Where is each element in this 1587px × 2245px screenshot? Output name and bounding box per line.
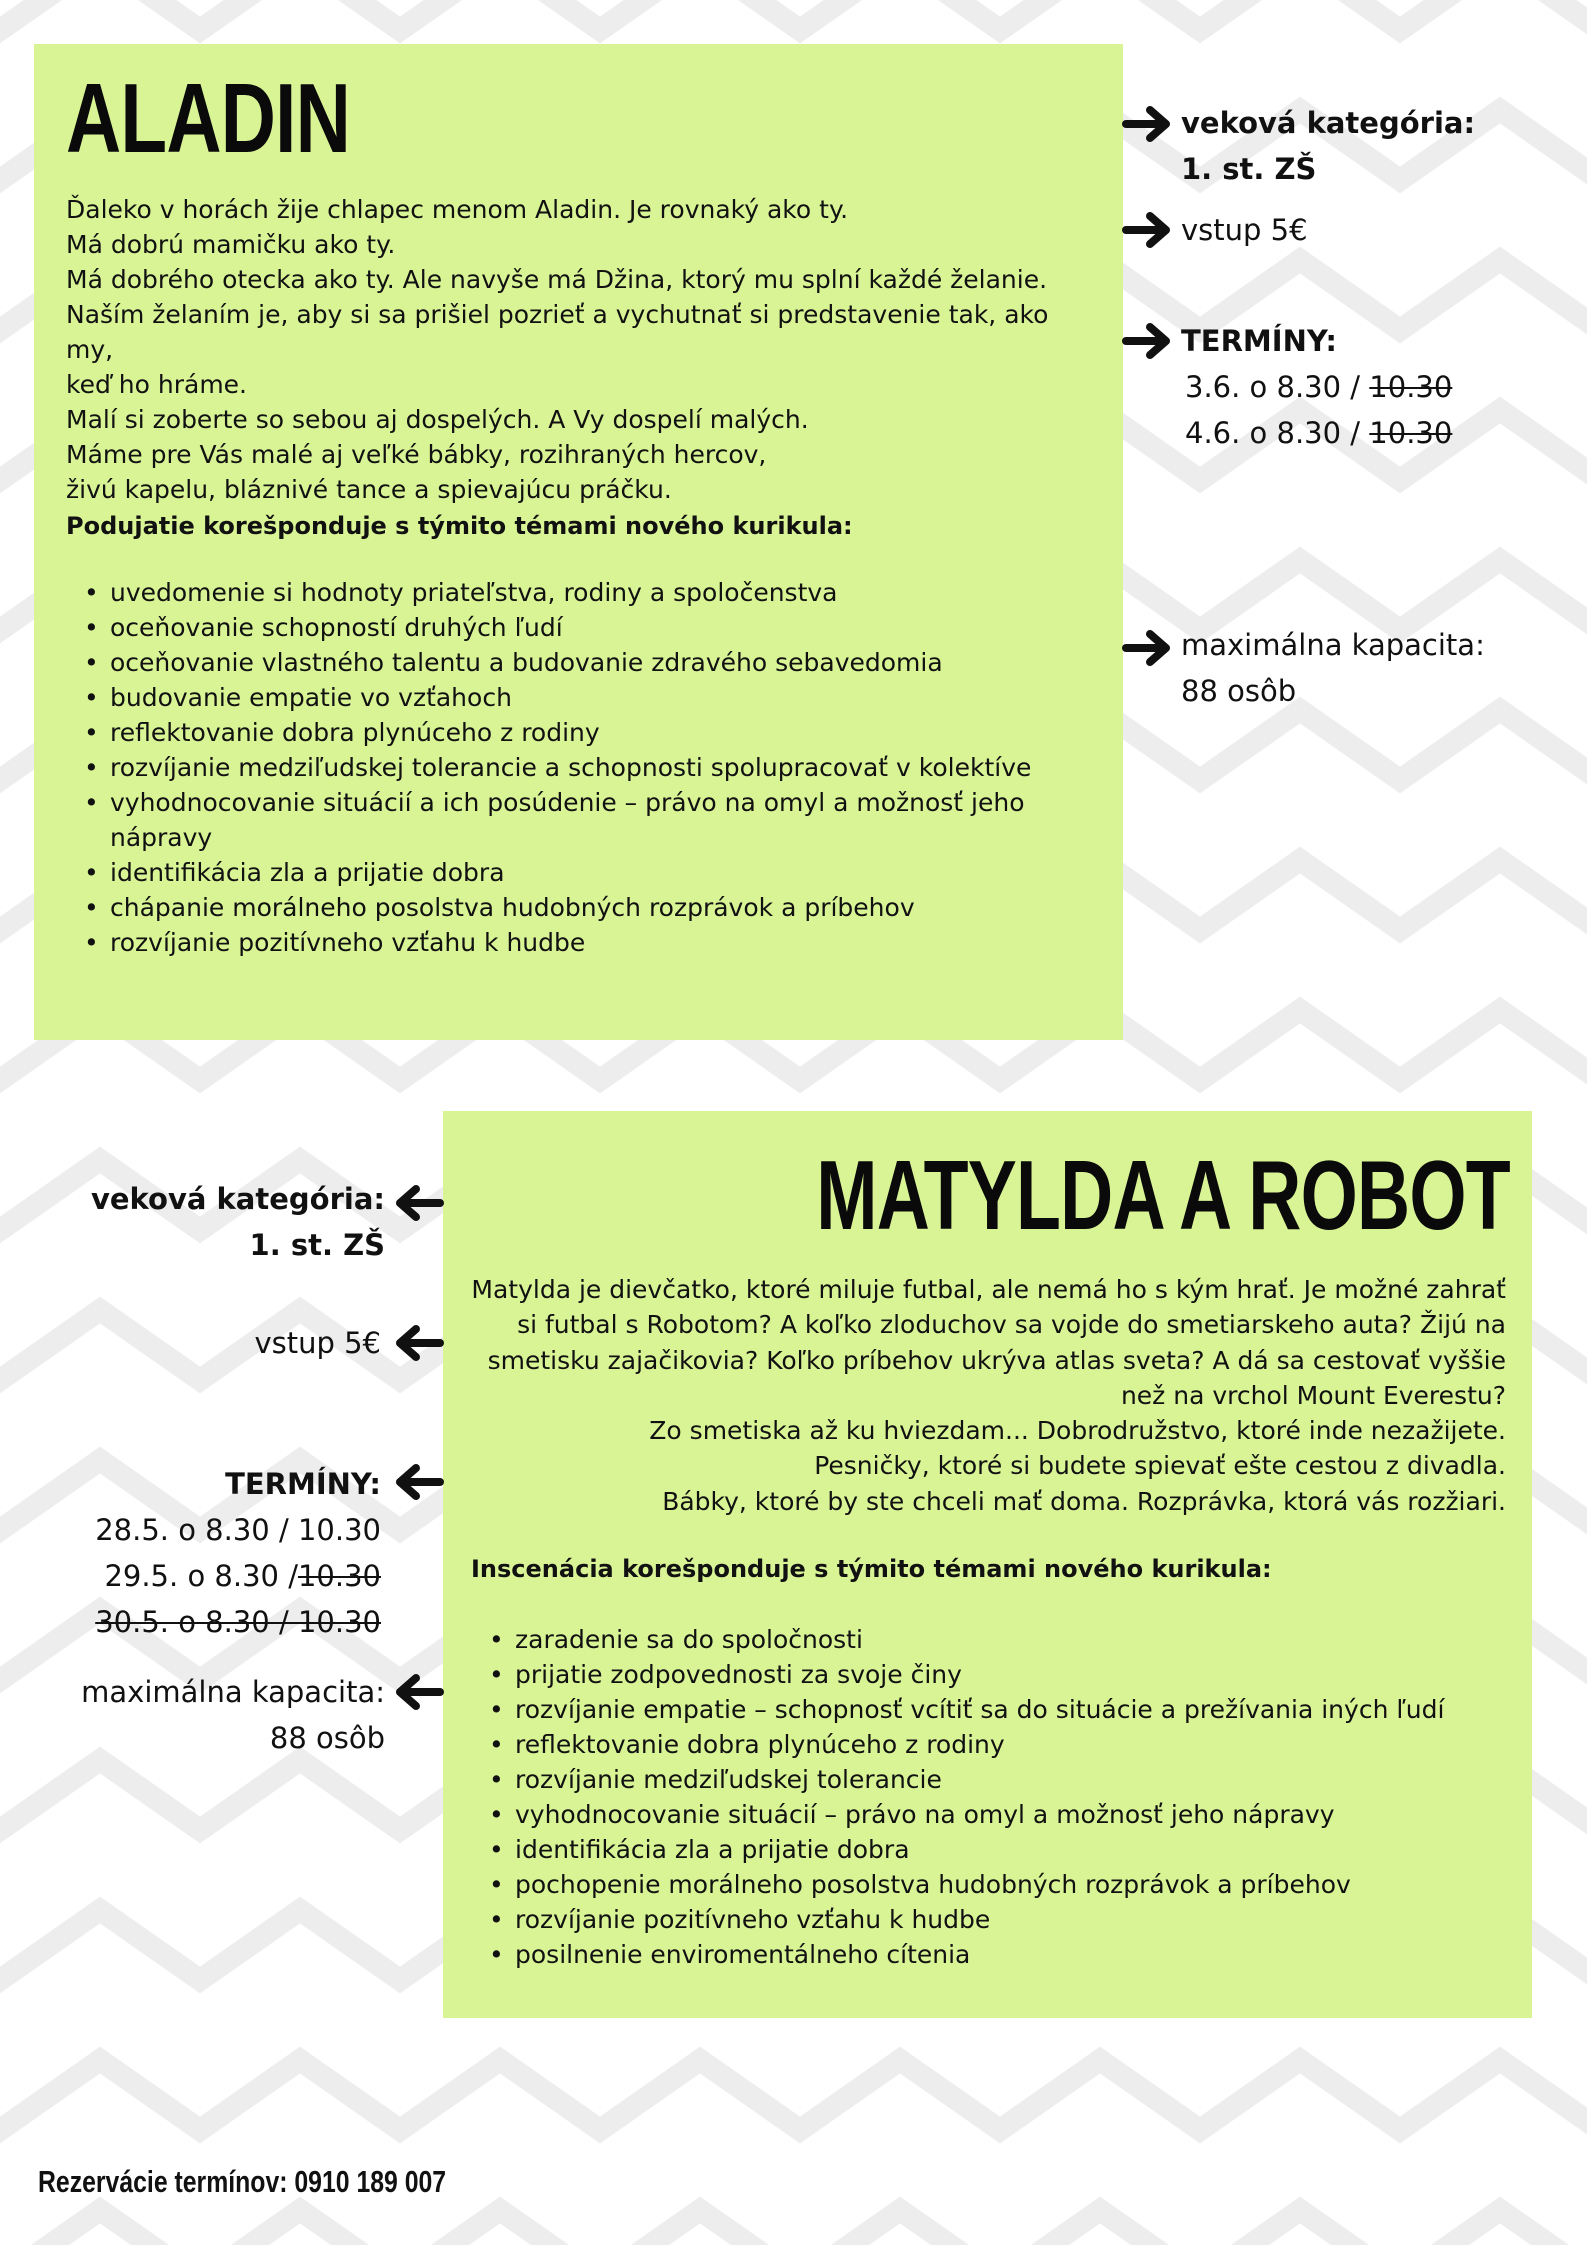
age-label: veková kategória: <box>90 1182 385 1216</box>
arrow-left-icon <box>392 1462 444 1502</box>
list-item: • rozvíjanie empatie – schopnosť vcítiť sa do situácie a prežívania iných ľudí <box>471 1692 1511 1727</box>
age-value: 1. st. ZŠ <box>1181 152 1317 186</box>
aladin-dates <box>1181 318 1452 456</box>
aladin-topics-list <box>66 575 1086 960</box>
description-line: Naším želaním je, aby si sa prišiel pozrieť a vychutnať si predstavenie tak, ako my, <box>66 300 1049 364</box>
description-line: než na vrchol Mount Everestu? <box>1120 1380 1506 1410</box>
description-line: Malí si zoberte so sebou aj dospelých. A Vy dospelí malých. <box>66 405 809 434</box>
arrow-left-icon <box>392 1183 444 1223</box>
cancelled-time: 10.30 <box>1369 416 1453 450</box>
list-item: • rozvíjanie pozitívneho vzťahu k hudbe <box>66 925 1086 960</box>
matylda-capacity <box>81 1669 385 1761</box>
list-item: • budovanie empatie vo vzťahoch <box>66 680 1086 715</box>
dates-label: TERMÍNY: <box>225 1467 381 1501</box>
date-row: 28.5. o 8.30 / 10.30 <box>95 1513 381 1547</box>
matylda-entry-fee: vstup 5€ <box>254 1326 381 1360</box>
matylda-dates <box>95 1461 381 1645</box>
list-item: • vyhodnocovanie situácií – právo na omyl a možnosť jeho nápravy <box>471 1797 1511 1832</box>
date-row <box>1181 364 1452 410</box>
chevron-stripe <box>0 0 1587 30</box>
dates-label: TERMÍNY: <box>1181 324 1337 358</box>
aladin-age-category <box>1181 100 1475 192</box>
chevron-stripe <box>0 2060 1587 2130</box>
list-item: • zaradenie sa do spoločnosti <box>471 1622 1511 1657</box>
aladin-title: ALADIN <box>66 63 351 173</box>
arrow-right-icon <box>1122 104 1174 144</box>
list-item: • reflektovanie dobra plynúceho z rodiny <box>471 1727 1511 1762</box>
cancelled-time: 10.30 <box>297 1559 381 1593</box>
age-label: veková kategória: <box>1181 106 1476 140</box>
capacity-value: 88 osôb <box>1181 674 1297 708</box>
list-item: • identifikácia zla a prijatie dobra <box>471 1832 1511 1867</box>
description-line: keď ho hráme. <box>66 370 247 399</box>
list-item: • reflektovanie dobra plynúceho z rodiny <box>66 715 1086 750</box>
date-text: 4.6. o 8.30 / <box>1185 416 1370 450</box>
description-line: Máme pre Vás malé aj veľké bábky, rozihraných hercov, <box>66 440 767 469</box>
description-line: si futbal s Robotom? A koľko zloduchov sa vojde do smetiarskeho auta? Žijú na <box>517 1310 1506 1340</box>
description-line: smetisku zajačikovia? Koľko príbehov ukrýva atlas sveta? A dá sa cestovať vyššie <box>487 1345 1506 1375</box>
aladin-capacity <box>1181 622 1485 714</box>
aladin-entry-fee: vstup 5€ <box>1181 213 1308 247</box>
list-item: • identifikácia zla a prijatie dobra <box>66 855 1086 890</box>
list-item: • chápanie morálneho posolstva hudobných rozprávok a príbehov <box>66 890 1086 925</box>
matylda-description <box>471 1272 1506 1519</box>
matylda-panel <box>443 1111 1532 2018</box>
date-row <box>95 1553 381 1599</box>
description-line: Má dobrú mamičku ako ty. <box>66 230 396 259</box>
aladin-description <box>66 192 1096 507</box>
list-item: • rozvíjanie pozitívneho vzťahu k hudbe <box>471 1902 1511 1937</box>
arrow-right-icon <box>1122 628 1174 668</box>
matylda-title: MATYLDA A ROBOT <box>816 1140 1510 1250</box>
reservation-contact: Rezervácie termínov: 0910 189 007 <box>38 2164 447 2199</box>
age-value: 1. st. ZŠ <box>249 1228 385 1262</box>
list-item: • rozvíjanie medziľudskej tolerancie a schopnosti spolupracovať v kolektíve <box>66 750 1086 785</box>
arrow-left-icon <box>392 1672 444 1712</box>
description-line: Matylda je dievčatko, ktoré miluje futbal, ale nemá ho s kým hrať. Je možné zahrať <box>471 1275 1506 1304</box>
matylda-topics-heading: Inscenácia korešponduje s týmito témami nového kurikula: <box>471 1555 1272 1583</box>
description-line: Pesničky, ktoré si budete spievať ešte cestou z divadla. <box>814 1451 1506 1481</box>
description-line: Má dobrého otecka ako ty. Ale navyše má Džina, ktorý mu splní každé želanie. <box>66 265 1048 294</box>
matylda-age-category <box>91 1176 385 1268</box>
list-item: • prijatie zodpovednosti za svoje činy <box>471 1657 1511 1692</box>
date-text: 3.6. o 8.30 / <box>1185 370 1370 404</box>
date-row <box>1181 410 1452 456</box>
list-item: • uvedomenie si hodnoty priateľstva, rodiny a spoločenstva <box>66 575 1086 610</box>
capacity-label: maximálna kapacita: <box>1181 628 1485 662</box>
matylda-topics-list <box>471 1622 1511 1972</box>
arrow-left-icon <box>392 1323 444 1363</box>
description-line: živú kapelu, bláznivé tance a spievajúcu práčku. <box>66 475 672 504</box>
capacity-label: maximálna kapacita: <box>81 1675 385 1709</box>
list-item: • oceňovanie vlastného talentu a budovanie zdravého sebavedomia <box>66 645 1086 680</box>
cancelled-time: 10.30 <box>1369 370 1453 404</box>
description-line: Bábky, ktoré by ste chceli mať doma. Rozprávka, ktorá vás rozžiari. <box>662 1486 1506 1516</box>
aladin-topics-heading: Podujatie korešponduje s týmito témami nového kurikula: <box>66 512 853 540</box>
list-item: • oceňovanie schopností druhých ľudí <box>66 610 1086 645</box>
chevron-stripe <box>0 2210 1587 2245</box>
capacity-value: 88 osôb <box>269 1721 385 1755</box>
description-line: Zo smetiska až ku hviezdam... Dobrodružstvo, ktoré inde nezažijete. <box>649 1416 1506 1446</box>
aladin-panel <box>34 44 1123 1040</box>
list-item: • posilnenie enviromentálneho cítenia <box>471 1937 1511 1972</box>
list-item: • pochopenie morálneho posolstva hudobných rozprávok a príbehov <box>471 1867 1511 1902</box>
list-item: • rozvíjanie medziľudskej tolerancie <box>471 1762 1511 1797</box>
cancelled-date-row: 30.5. o 8.30 / 10.30 <box>95 1605 381 1639</box>
date-text: 29.5. o 8.30 / <box>104 1559 298 1593</box>
list-item: • vyhodnocovanie situácií a ich posúdenie – právo na omyl a možnosť jeho nápravy <box>66 785 1086 855</box>
description-line: Ďaleko v horách žije chlapec menom Aladin. Je rovnaký ako ty. <box>66 195 849 224</box>
arrow-right-icon <box>1122 210 1174 250</box>
arrow-right-icon <box>1122 321 1174 361</box>
